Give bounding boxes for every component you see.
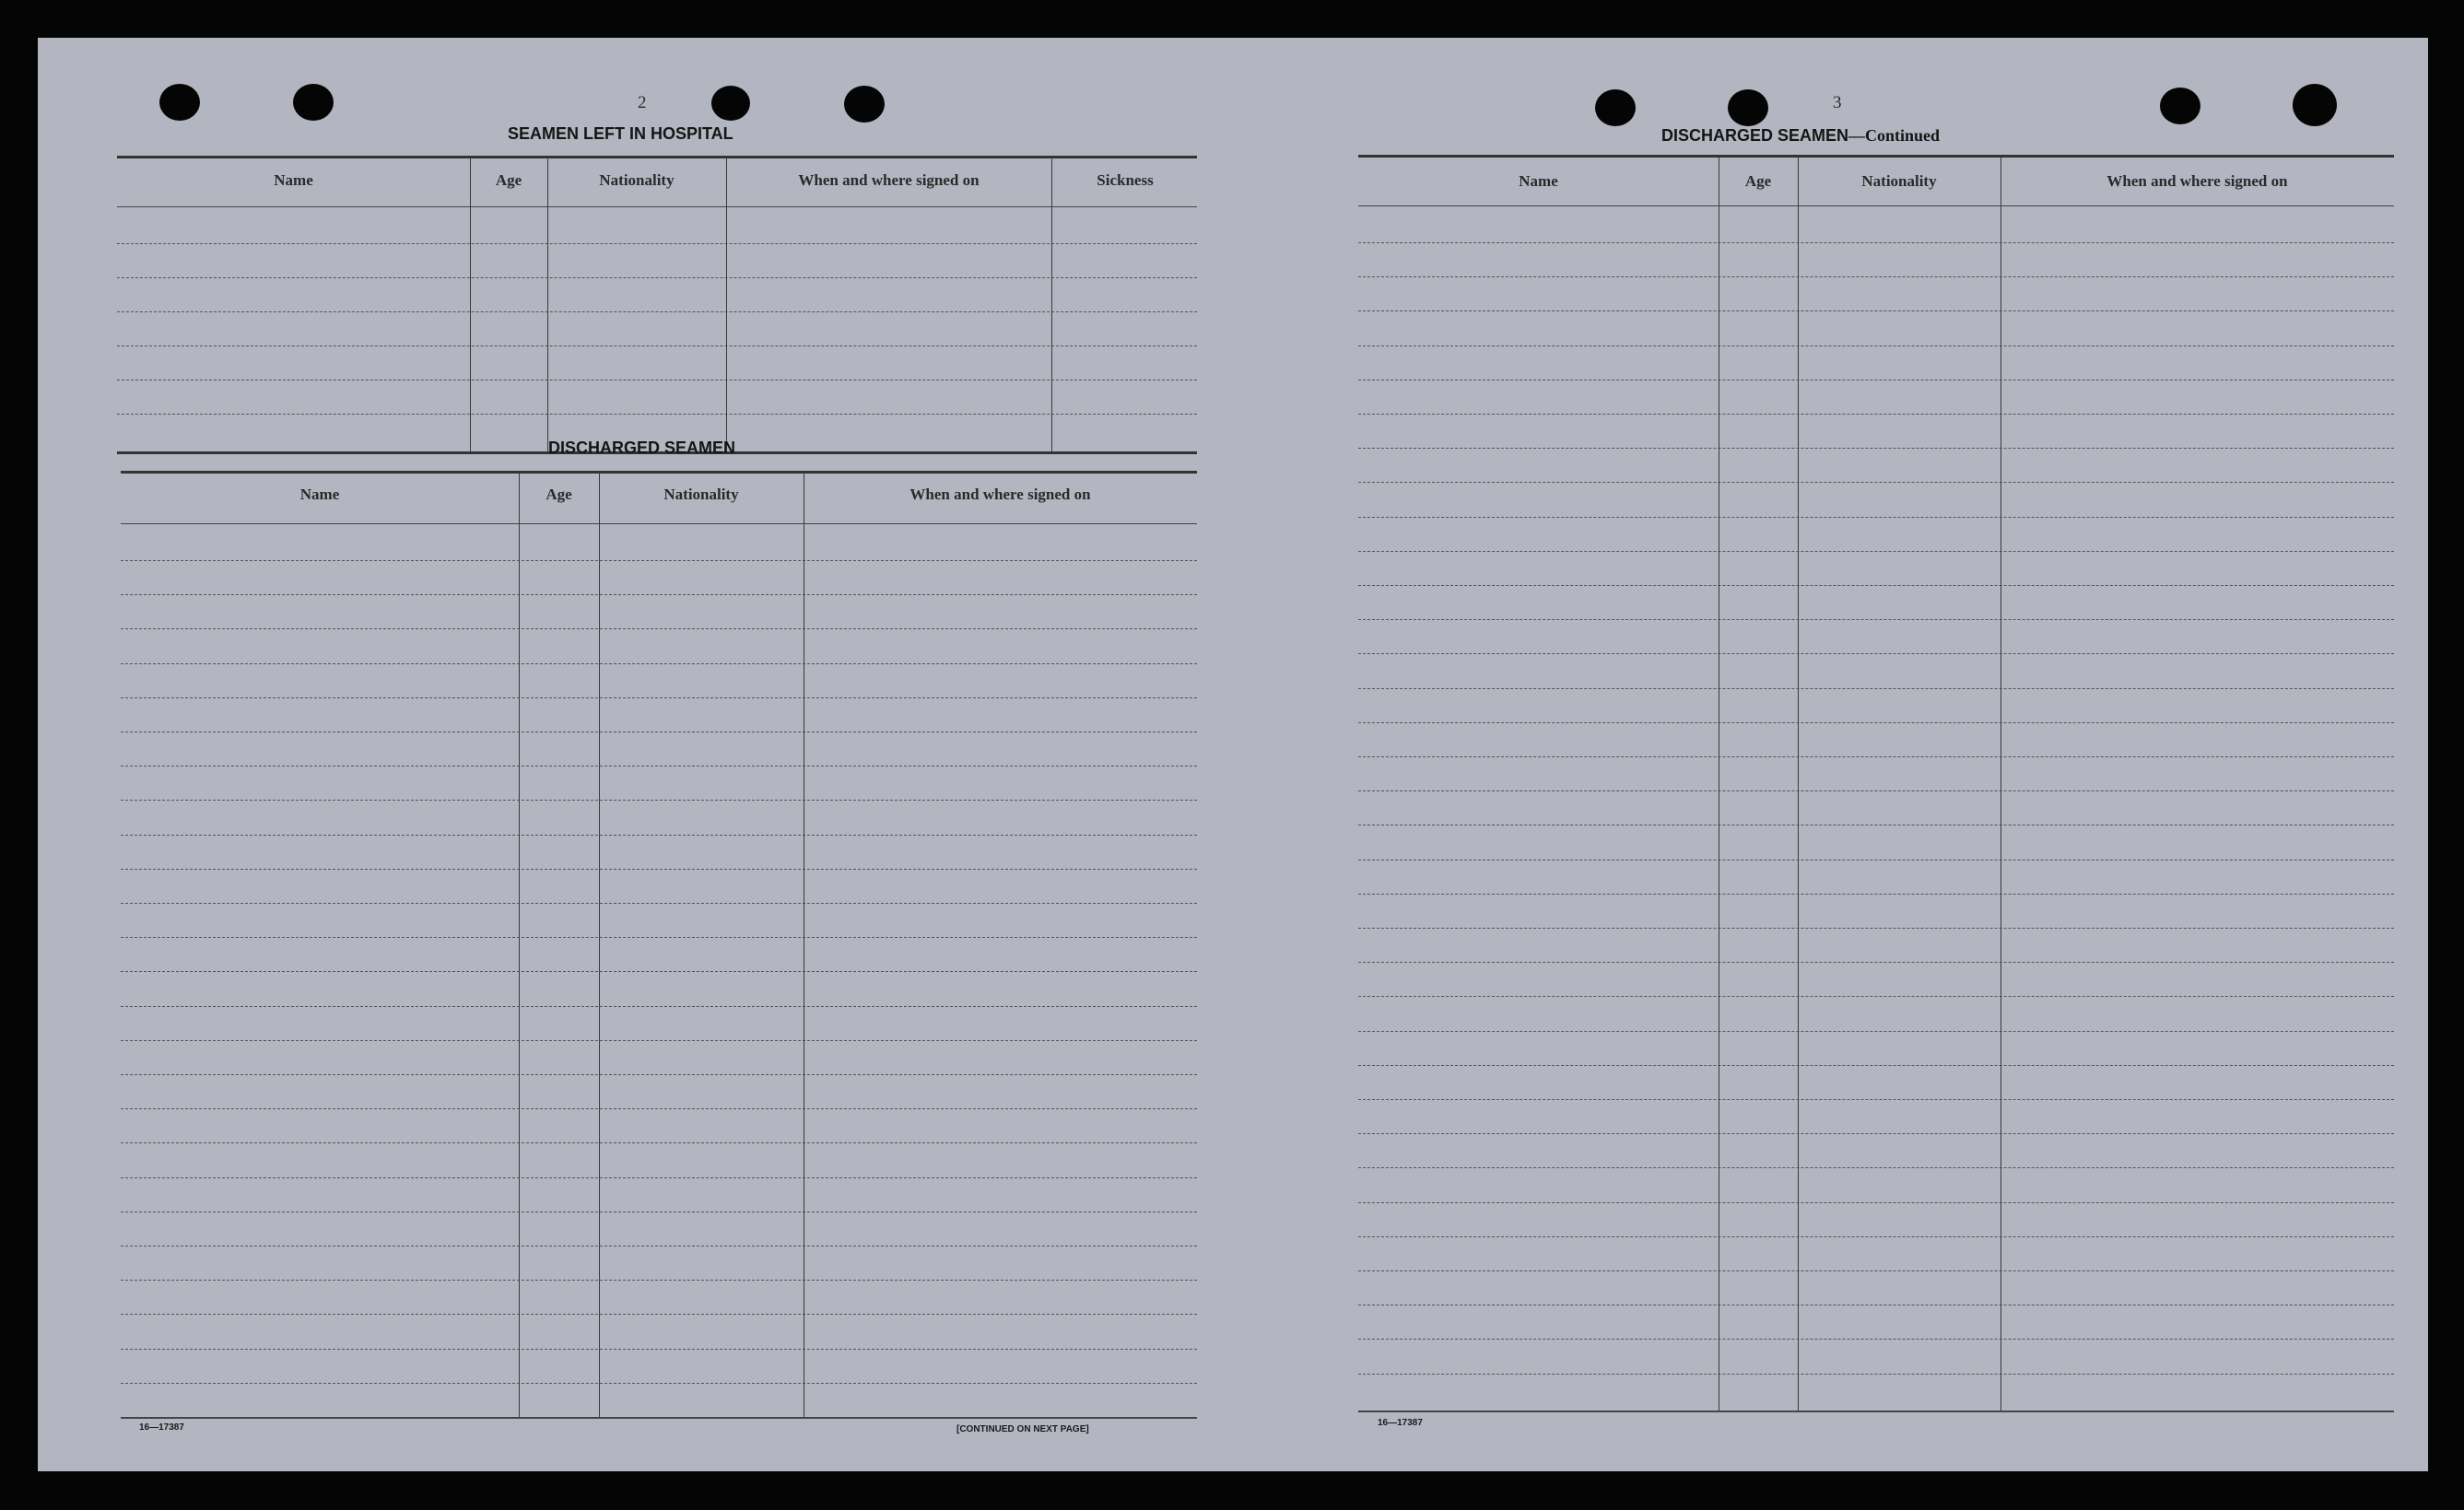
entry-line bbox=[121, 835, 1197, 836]
punch-hole bbox=[159, 84, 200, 121]
right-page bbox=[1233, 38, 2428, 1471]
entry-line bbox=[121, 1006, 1197, 1007]
entry-line bbox=[1358, 928, 2394, 929]
discharged-continued-title-main: DISCHARGED SEAMEN bbox=[1661, 126, 1849, 145]
left-page bbox=[38, 38, 1233, 1471]
entry-line bbox=[121, 1280, 1197, 1281]
continued-table-bottom-rule bbox=[1358, 1411, 2394, 1412]
punch-hole bbox=[293, 84, 334, 121]
entry-line bbox=[121, 1108, 1197, 1109]
entry-line bbox=[1358, 688, 2394, 689]
hospital-col-sickness: Sickness bbox=[1097, 171, 1154, 189]
entry-line bbox=[1358, 756, 2394, 757]
hospital-col-nationality: Nationality bbox=[599, 171, 675, 189]
entry-line bbox=[1358, 653, 2394, 654]
page-number: 3 bbox=[1833, 93, 1842, 112]
entry-line bbox=[1358, 517, 2394, 518]
punch-hole bbox=[2160, 88, 2200, 124]
discharged-col-divider bbox=[519, 473, 520, 1419]
entry-line bbox=[121, 903, 1197, 904]
discharged-section-title: DISCHARGED SEAMEN bbox=[548, 439, 736, 457]
discharged-col-divider bbox=[599, 473, 600, 1419]
discharged-header-rule bbox=[121, 523, 1197, 524]
entry-line bbox=[121, 1177, 1197, 1178]
entry-line bbox=[121, 1074, 1197, 1075]
entry-line bbox=[1358, 619, 2394, 620]
entry-line bbox=[121, 697, 1197, 698]
continued-col-signed-on: When and where signed on bbox=[2106, 172, 2288, 190]
entry-line bbox=[121, 766, 1197, 767]
entry-line bbox=[1358, 722, 2394, 723]
form-number: 16—17387 bbox=[1378, 1418, 1423, 1428]
entry-line bbox=[117, 345, 1197, 346]
entry-line bbox=[1358, 276, 2394, 277]
continued-note: [CONTINUED ON NEXT PAGE] bbox=[956, 1424, 1089, 1434]
entry-line bbox=[1358, 414, 2394, 415]
entry-line bbox=[121, 1246, 1197, 1247]
entry-line bbox=[1358, 1031, 2394, 1032]
entry-line bbox=[1358, 1099, 2394, 1100]
hospital-col-divider bbox=[1051, 158, 1052, 452]
page-number: 2 bbox=[638, 93, 647, 112]
hospital-table-top-rule bbox=[117, 156, 1197, 158]
discharged-col-name: Name bbox=[299, 486, 340, 503]
continued-header-rule bbox=[1358, 205, 2394, 206]
entry-line bbox=[121, 1040, 1197, 1041]
punch-hole bbox=[844, 86, 885, 123]
hospital-col-name: Name bbox=[274, 171, 313, 189]
hospital-col-divider bbox=[547, 158, 548, 452]
hospital-col-divider bbox=[470, 158, 471, 452]
continued-col-name: Name bbox=[1519, 172, 1558, 190]
entry-line bbox=[1358, 1236, 2394, 1237]
entry-line bbox=[1358, 310, 2394, 311]
entry-line bbox=[1358, 1167, 2394, 1168]
entry-line bbox=[117, 277, 1197, 278]
entry-line bbox=[121, 971, 1197, 972]
punch-hole bbox=[1728, 89, 1768, 126]
hospital-section-title: SEAMEN LEFT IN HOSPITAL bbox=[508, 124, 733, 143]
continued-col-divider bbox=[1798, 157, 1799, 1411]
entry-line bbox=[1358, 894, 2394, 895]
entry-line bbox=[1358, 962, 2394, 963]
discharged-continued-title bbox=[1661, 126, 1940, 146]
entry-line bbox=[1358, 448, 2394, 449]
entry-line bbox=[121, 628, 1197, 629]
entry-line bbox=[121, 869, 1197, 870]
discharged-col-age: Age bbox=[546, 486, 572, 503]
entry-line bbox=[121, 1349, 1197, 1350]
entry-line bbox=[1358, 1339, 2394, 1340]
entry-line bbox=[121, 1142, 1197, 1143]
entry-line bbox=[1358, 345, 2394, 346]
entry-line bbox=[121, 800, 1197, 801]
entry-line bbox=[1358, 790, 2394, 791]
discharged-table-top-rule bbox=[121, 471, 1197, 474]
discharged-col-nationality: Nationality bbox=[663, 486, 739, 503]
entry-line bbox=[1358, 1065, 2394, 1066]
discharged-continued-title-suffix: —Continued bbox=[1848, 126, 1941, 145]
entry-line bbox=[1358, 1202, 2394, 1203]
entry-line bbox=[121, 594, 1197, 595]
punch-hole bbox=[2293, 84, 2337, 126]
hospital-header-rule bbox=[117, 206, 1197, 207]
entry-line bbox=[121, 1314, 1197, 1315]
entry-line bbox=[1358, 996, 2394, 997]
entry-line bbox=[121, 1383, 1197, 1384]
punch-hole bbox=[711, 86, 750, 121]
entry-line bbox=[121, 560, 1197, 561]
entry-line bbox=[1358, 242, 2394, 243]
entry-line bbox=[121, 663, 1197, 664]
hospital-col-signed-on: When and where signed on bbox=[798, 171, 980, 189]
punch-hole bbox=[1595, 89, 1636, 126]
form-number: 16—17387 bbox=[139, 1422, 184, 1433]
continued-table-top-rule bbox=[1358, 155, 2394, 158]
discharged-table-bottom-rule bbox=[121, 1417, 1197, 1419]
entry-line bbox=[1358, 1374, 2394, 1375]
entry-line bbox=[1358, 585, 2394, 586]
entry-line bbox=[121, 937, 1197, 938]
hospital-col-age: Age bbox=[495, 171, 522, 189]
hospital-col-divider bbox=[726, 158, 727, 452]
scanned-form-sheet bbox=[38, 38, 2428, 1471]
entry-line bbox=[1358, 551, 2394, 552]
entry-line bbox=[1358, 1270, 2394, 1271]
entry-line bbox=[1358, 482, 2394, 483]
entry-line bbox=[1358, 1133, 2394, 1134]
continued-col-nationality: Nationality bbox=[1861, 172, 1937, 190]
entry-line bbox=[117, 311, 1197, 312]
discharged-col-signed-on: When and where signed on bbox=[909, 486, 1091, 503]
entry-line bbox=[117, 414, 1197, 415]
entry-line bbox=[117, 243, 1197, 244]
continued-col-age: Age bbox=[1744, 172, 1772, 190]
